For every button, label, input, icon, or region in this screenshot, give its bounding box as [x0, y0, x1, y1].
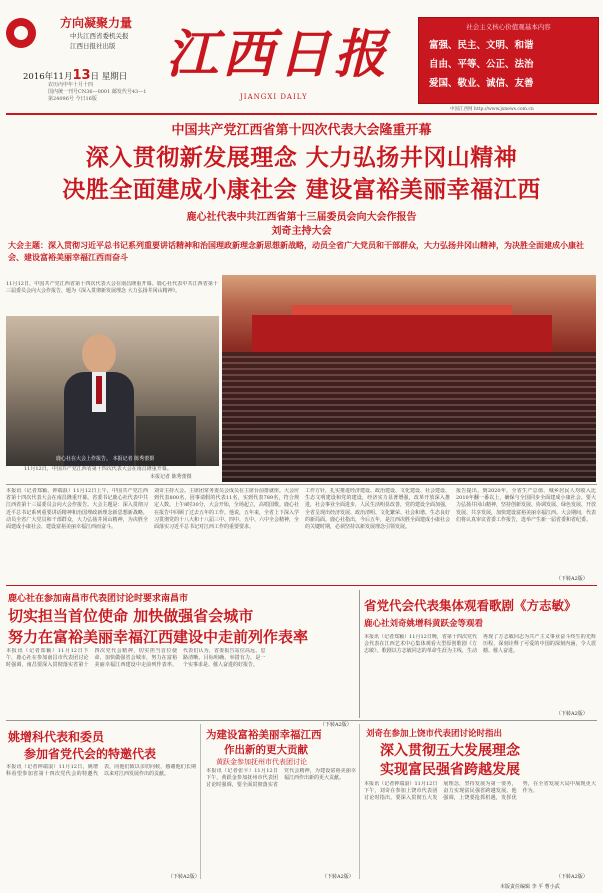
story4-body: 本报讯（记者钟端浪）11月12日，姚增科看望参加省第十四次党代会的特邀代表，向他们致以亲切问候，感谢他们长期以来对江西发展作出的贡献。: [6, 764, 196, 778]
serial-number: 第24096号 今日16版: [48, 96, 97, 102]
website: 中国江西网 http://www.jxnews.com.cn: [450, 107, 534, 112]
slogan: 方向凝聚力量: [60, 16, 133, 30]
story3-subhead: 鹿心社刘奇姚增科黄跃金等观看: [364, 619, 484, 629]
core-values-row: 富强、民主、文明、和谐: [429, 40, 534, 51]
congress-hall-photo: [222, 275, 596, 482]
story3-body: 本报讯（记者郑颖）11月12日晚，省第十四次党代会代表在江西艺术中心集体观看大型原创歌剧《方志敏》。歌剧以方志敏同志的革命生涯为主线，生动再现了方志敏同志为共产主义事业奋斗终生的光辉历程，深刻诠释了可爱的中国的深刻内涵，令人震撼、催人奋进。: [364, 634, 596, 655]
core-values-title: 社会主义核心价值观基本内容: [466, 23, 551, 31]
speaker-photo: [6, 316, 219, 466]
lead-headline-2: 决胜全面建成小康社会 建设富裕美丽幸福江西: [62, 177, 541, 203]
story6-headline-1: 深入贯彻五大发展理念: [380, 743, 520, 759]
story6-headline-2: 实现富民强省跨越发展: [380, 762, 520, 778]
lead-body-col-2: 刘奇主持大会。主席团常务委员会成员在主席台前排就座。大会应到代表800名，因事请假的代表11名，实到代表789名，符合规定人数。上午8时30分，大会开始，全场起立，高唱国歌。鹿心社在报告中回顾了过去五年的工作。他说，五年来，全省上下深入学习贯彻党的十八大和十八届三中、四中、五中、六中全会精神，全面落实习近平总书记对江西工作的重要要求。: [154, 488, 299, 531]
speaker-photo-caption: [56, 456, 154, 463]
speaker-caption-credit: 本报记者 陈秀蕾摄: [112, 456, 155, 462]
date-line: [23, 68, 127, 83]
lead-body-col-1: 本报讯（记者郑颖、钟端浪）11月12日上午，中国共产党江西省第十四次代表大会在南昌隆重开幕。省委书记鹿心社代表中共江西省第十三届委员会向大会作报告。大会主题是：深入贯彻习近平总书记系列重要讲话精神和治国理政新理念新思想新战略，动员全省广大党员和干部群众，大力弘扬井冈山精神，为决胜全面建成小康社会、建设富裕美丽幸福江西而奋斗。: [6, 488, 148, 531]
story6-continued: （下转A2版）: [556, 874, 588, 880]
party-emblem-icon: [6, 18, 36, 48]
story5-continued: （下转A2版）: [322, 874, 354, 880]
story3-headline: 省党代会代表集体观看歌剧《方志敏》: [364, 598, 577, 613]
masthead-pinyin: JIANGXI DAILY: [240, 93, 308, 101]
issue-number: 国内统一刊号CN36—0001 邮发代号43—1: [48, 89, 147, 95]
section-divider-2: [6, 720, 597, 721]
masthead-title: 江西日报: [166, 24, 391, 85]
lunar-date: 农历丙申年十月十四: [48, 82, 94, 88]
lead-headline-1: 深入贯彻新发展理念 大力弘扬井冈山精神: [85, 145, 518, 171]
story6-kicker: 刘奇在参加上饶市代表团讨论时指出: [366, 729, 503, 739]
vertical-divider: [359, 590, 360, 718]
hall-photo-caption: 11月12日，中国共产党江西省第十四次代表大会在南昌隆重开幕。: [24, 466, 172, 472]
story5-body: 本报讯（记者张平）11月12日下午，黄跃金参加抚州市代表团讨论时强调，要全面贯彻落实省党代会精神，为建设富裕美丽幸福江西作出新的更大贡献。: [206, 768, 356, 789]
story4-continued: （下转A2版）: [168, 874, 200, 880]
vertical-divider-2: [200, 724, 201, 879]
story3-continued: （下转A2版）: [556, 711, 588, 717]
lead-summary: 11月12日，中国共产党江西省第十四次代表大会在南昌隆重开幕。鹿心社代表中共江西省第十三届委员会向大会作报告，题为《深入贯彻新发展理念 大力弘扬井冈山精神》。: [6, 281, 218, 295]
publisher1: 中共江西省委机关报: [70, 32, 129, 40]
lead-subhead-2: 刘奇主持大会: [271, 226, 332, 237]
story4-headline-1: 姚增科代表和委员: [8, 730, 105, 744]
story2-kicker: 鹿心社在参加南昌市代表团讨论时要求南昌市: [8, 594, 189, 604]
story5-headline-2: 作出新的更大贡献: [224, 744, 308, 756]
date-suffix: 日 星期日: [90, 72, 128, 82]
core-values-list: [429, 36, 589, 93]
lead-body-col-3: 工作方针，扎实推进经济建设、政治建设、文化建设、社会建设、生态文明建设和党的建设，经济实力显著增强，改革开放深入推进，社会事业全面进步，人民生活明显改善，党的建设全面加强，全省呈现出经济发展、政治清明、文化繁荣、社会和谐、生态良好的新局面。鹿心社指出，今后五年，是江西决胜全面建成小康社会的关键时期，必须坚持以新发展理念引领发展。: [305, 488, 450, 531]
lead-kicker: 中国共产党江西省第十四次代表大会隆重开幕: [171, 123, 432, 138]
core-values-row: 自由、平等、公正、法治: [429, 59, 534, 70]
story2-headline-1: 切实担当首位使命 加快做强省会城市: [8, 607, 254, 625]
footer-editors: 本版责任编辑 李 平 曹小武: [500, 884, 560, 890]
congress-theme: 大会主题：深入贯彻习近平总书记系列重要讲话精神和治国理政新理念新思想新战略，动员全省广大党员和干部群众，大力弘扬井冈山精神，为决胜全面建成小康社会、建设富裕美丽幸福江西而奋斗: [8, 240, 584, 262]
lead-body-rule: [6, 484, 597, 485]
masthead-divider: [6, 113, 597, 115]
section-divider-1: [6, 585, 597, 586]
story4-headline-2: 参加省党代会的特邀代表: [24, 747, 157, 761]
story5-subhead: 黄跃金参加抚州市代表团讨论: [216, 758, 307, 766]
speaker-figure: [64, 334, 134, 466]
story2-headline-2: 努力在富裕美丽幸福江西建设中走前列作表率: [8, 628, 309, 646]
core-values-row: 爱国、敬业、诚信、友善: [429, 78, 534, 89]
story2-body: 本报讯（记者郑颖）11月12日下午，鹿心社在参加南昌市代表团讨论时强调，南昌要深入贯彻落实省第十四次党代会精神，切实担当首位使命，加快做强省会城市，努力在富裕美丽幸福江西建设中走前列作表率。代表们认为，省委报告站位高远、思路清晰、目标明确、举措有力，是一个实事求是、催人奋进的好报告。: [6, 648, 266, 669]
lead-body-col-4: 报告提出，到2020年，全省生产总值、城乡居民人均收入比2010年翻一番以上，确保与全国同步全面建成小康社会。要大力弘扬井冈山精神，坚持创新发展、协调发展、绿色发展、开放发展、共享发展，加快建设富裕美丽幸福江西。大会期间，代表们将认真审议省委工作报告，选举产生新一届省委和省纪委。: [456, 488, 596, 523]
story5-headline-1: 为建设富裕美丽幸福江西: [206, 729, 322, 741]
hall-photo-credit: 本报记者 陈秀蕾摄: [150, 474, 192, 480]
lead-continued: （下转A2版）: [556, 576, 588, 582]
date-day: 13: [72, 68, 91, 83]
story6-body: 本报讯（记者钟端浪）11月12日下午，刘奇在参加上饶市代表团讨论时指出，要深入贯彻五大发展理念，坚持发展为第一要务，奋力实现富民强省跨越发展。他强调，上饶要抢抓机遇，发挥优势，在全省发展大局中展现更大作为。: [364, 781, 596, 802]
vertical-divider-3: [359, 724, 360, 879]
speaker-caption-text: 鹿心社在大会上作报告。: [56, 456, 112, 462]
lead-subhead-1: 鹿心社代表中共江西省第十三届委员会向大会作报告: [186, 212, 417, 223]
date-prefix: 2016年11月: [23, 72, 73, 82]
publisher2: 江西日报社出版: [70, 42, 116, 50]
story2-continued: （下转A2版）: [320, 722, 352, 728]
core-values-box: [418, 17, 599, 104]
